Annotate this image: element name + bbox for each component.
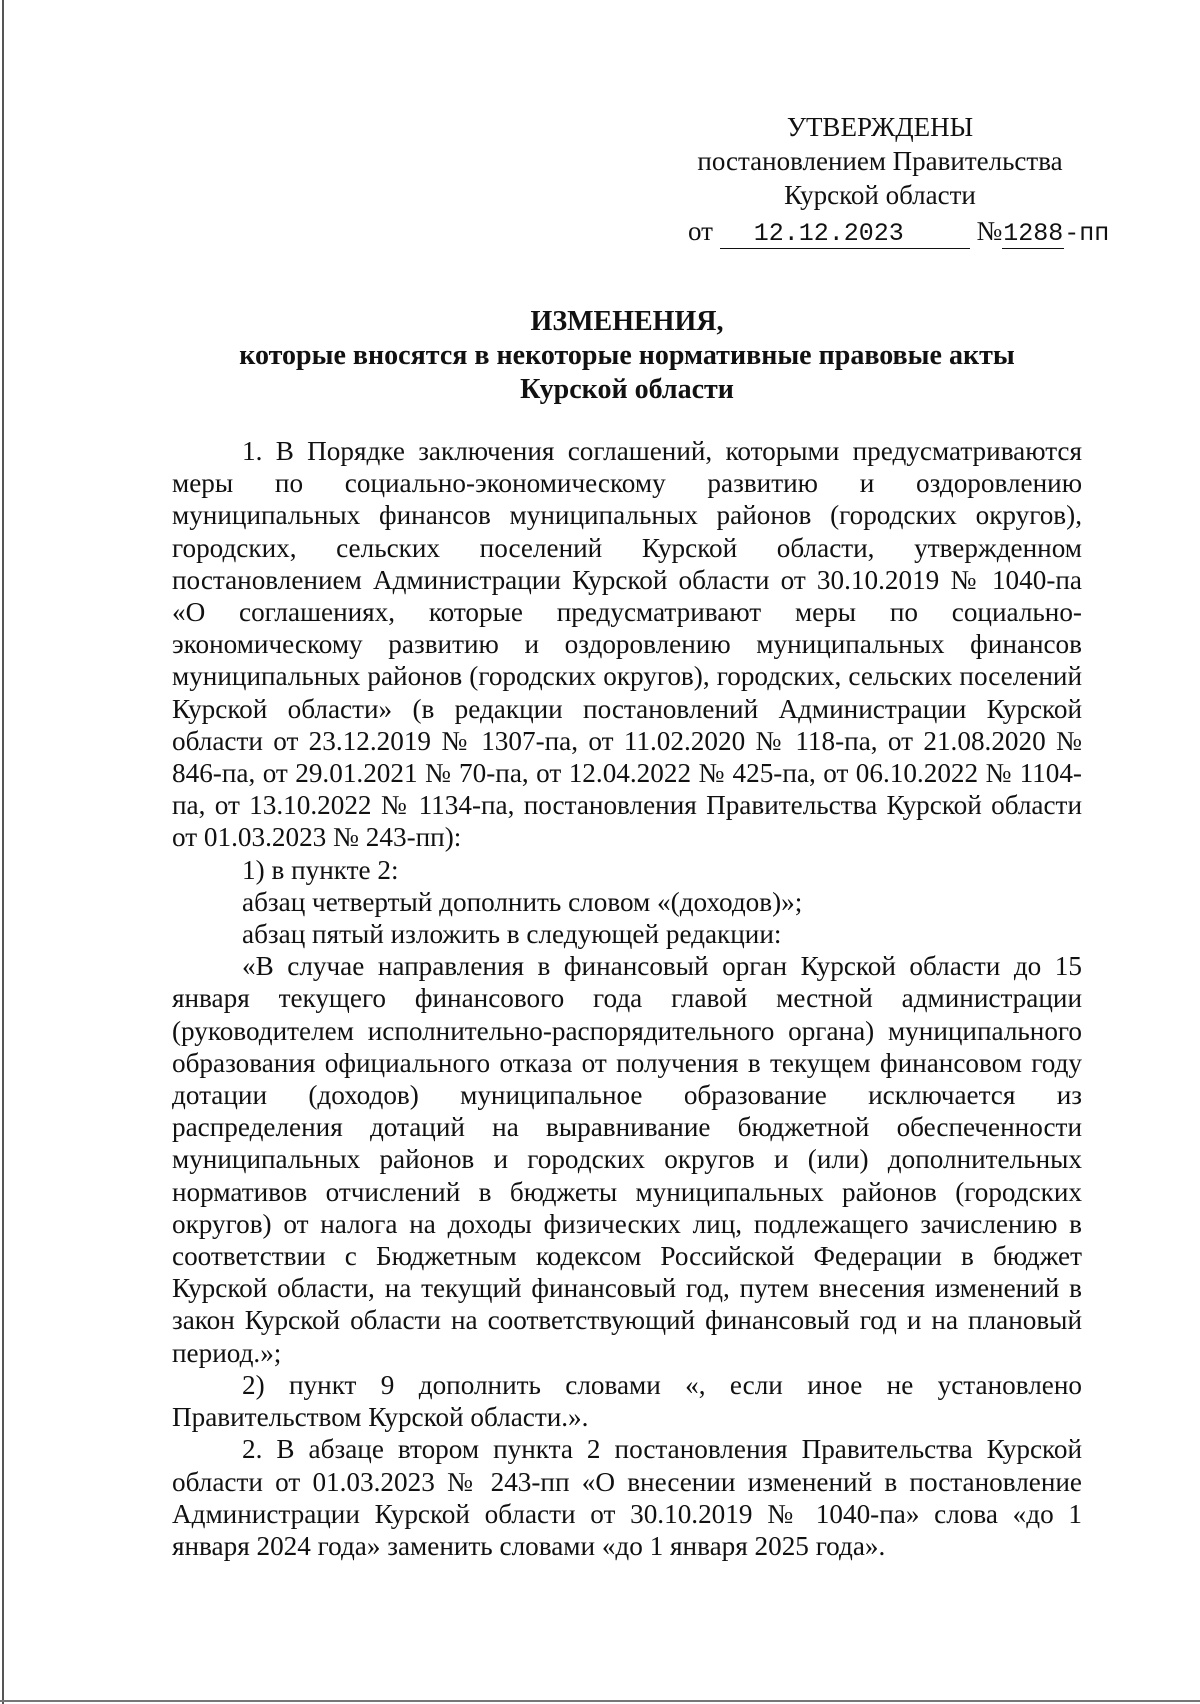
heading-subtitle-line-2: Курской области <box>520 374 734 405</box>
number-prefix: № <box>976 216 1003 246</box>
date-prefix: от <box>688 216 713 246</box>
paragraph-abzac-5: абзац пятый изложить в следующей редакции: <box>242 919 782 950</box>
paragraph-new-text: «В случае направления в финансовый орган Курской области до 15 января текущего финансового года главой местной администрации (руководителем исполнительно-распорядительного органа) муниципального образования официального отказа от получения в текущем финансовом году дотации (доходов) муниципальное образование исключается из распределения дотаций на выравнивание бюджетной обеспеченности муниципальных районов и городских округов и (или) дополнительных нормативов отчислений в бюджеты муниципальных районов (городских округов) от налога на доходы физических лиц, подлежащего зачислению в соответствии с Бюджетным кодексом Российской Федерации в бюджет Курской области, на текущий финансовый год, путем внесения изменений в закон Курской области на соответствующий финансовый год и на плановый период.»; <box>172 951 1082 1368</box>
paragraph-subitem-1: 1) в пункте 2: <box>242 854 399 885</box>
approval-date-number-row <box>688 214 1140 251</box>
document-body <box>172 435 1082 1562</box>
approval-block <box>620 110 1140 251</box>
approval-line-1: постановлением Правительства <box>697 146 1063 176</box>
paragraph-subitem-2: 2) пункт 9 дополнить словами «, если иное не установлено Правительством Курской области.». <box>172 1369 1082 1433</box>
approval-line-2: Курской области <box>784 180 976 210</box>
scan-edge-bottom <box>0 1700 1200 1702</box>
scan-edge-left <box>2 0 4 1704</box>
approval-title: УТВЕРЖДЕНЫ <box>786 112 974 142</box>
heading-subtitle-line-1: которые вносятся в некоторые нормативные правовые акты <box>239 340 1015 371</box>
paragraph-item-1: 1. В Порядке заключения соглашений, которыми предусматриваются меры по социально-экономическому развитию и оздоровлению муниципальных финансов муниципальных районов (городских округов), городских, сельских поселений Курской области, утвержденном постановлением Администрации Курской области от 30.10.2019 № 1040-па «О соглашениях, которые предусматривают меры по социально-экономическому развитию и оздоровлению муниципальных финансов муниципальных районов (городских округов), городских, сельских поселений Курской области» (в редакции постановлений Администрации Курской области от 23.12.2019 № 1307-па, от 11.02.2020 № 118-па, от 21.08.2020 № 846-па, от 29.01.2021 № 70-па, от 12.04.2022 № 425-па, от 06.10.2022 № 1104-па, от 13.10.2022 № 1134-па, постановления Правительства Курской области от 01.03.2023 № 243-пп): <box>172 436 1082 853</box>
approval-date: 12.12.2023 <box>720 220 970 249</box>
document-heading <box>172 305 1082 407</box>
paragraph-item-2: 2. В абзаце втором пункта 2 постановления Правительства Курской области от 01.03.2023 № 243-пп «О внесении изменений в постановление Администрации Курской области от 30.10.2019 № 1040-па» слова «до 1 января 2024 года» заменить словами «до 1 января 2025 года». <box>172 1434 1082 1561</box>
paragraph-abzac-4: абзац четвертый дополнить словом «(доходов)»; <box>242 886 803 917</box>
approval-number: 1288 <box>1003 219 1064 248</box>
number-suffix: -пп <box>1064 219 1110 248</box>
heading-title: ИЗМЕНЕНИЯ, <box>530 306 724 337</box>
